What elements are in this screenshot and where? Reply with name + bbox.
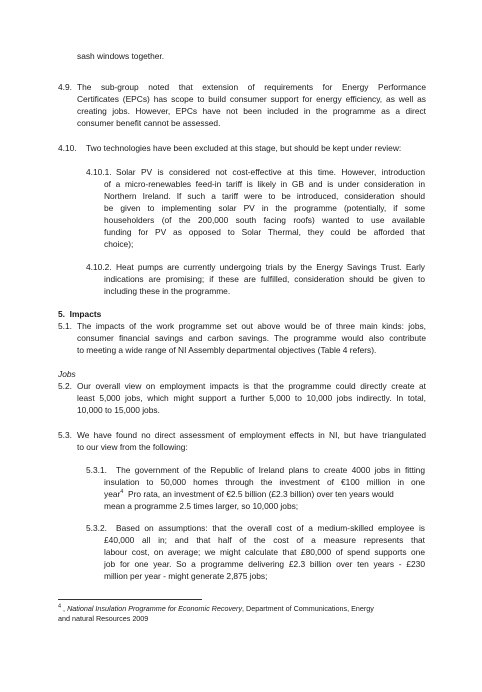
paragraph-number-5-1: 5.1.: [58, 321, 72, 331]
text-line: insulation to 50,000 homes through the investment of €100 million in one: [104, 477, 425, 487]
text-line: The government of the Republic of Ireland plans to create 4000 jobs in fitting: [116, 465, 425, 475]
paragraph-number-5-2: 5.2.: [58, 381, 72, 391]
footnote-mark: 4: [58, 603, 62, 610]
paragraph-number-4-10-2: 4.10.2.: [86, 262, 112, 272]
text-line: labour cost, on average; we might calculate that £80,000 of spend supports one: [104, 547, 425, 557]
section-title: Impacts: [69, 309, 102, 319]
text-line: to meeting a wide range of NI Assembly departmental objectives (Table 4 refers).: [77, 345, 377, 355]
text-line: Based on assumptions: that the overall cost of a medium-skilled employee is: [116, 523, 425, 533]
text-fragment: Pro rata, an investment of €2.5 billion (£2.3 billion) over ten years would: [128, 489, 394, 499]
text-line: £40,000 all in; and that half of the cost of a measure represents that: [104, 535, 425, 545]
text-line: funding for PV as opposed to Solar Thermal, they could be afforded that: [104, 227, 425, 237]
footnote-rest: , Department of Communications, Energy: [242, 604, 374, 613]
text-line: Heat pumps are currently undergoing trials by the Energy Savings Trust. Early: [116, 262, 425, 272]
paragraph-number-5-3: 5.3.: [58, 430, 72, 440]
paragraph-number-4-10: 4.10.: [58, 143, 77, 153]
paragraph-number-4-10-1: 4.10.1.: [86, 167, 112, 177]
text-line: least 5,000 jobs, which might support a further 5,000 to 10,000 jobs indirectly. In total,: [77, 393, 426, 403]
text-line: job for one year. So a programme delivering £2.3 billion over ten years - £230: [104, 559, 425, 569]
text-line: We have found no direct assessment of employment effects in NI, but have triangulated: [77, 430, 426, 440]
section-number: 5.: [58, 309, 65, 319]
footnote-title: National Insulation Programme for Economic Recovery: [67, 604, 243, 613]
text-line: Certificates (EPCs) has scope to build consumer support for energy efficiency, as well as: [77, 94, 426, 104]
footnote-line-2: and natural Resources 2009: [58, 614, 149, 623]
text-line: The impacts of the work programme set out above would be of three main kinds: jobs,: [77, 321, 426, 331]
text-line: be given to implementing solar PV in the programme (potentially, if some: [104, 203, 425, 213]
text-line: Northern Ireland. If such a tariff were to be introduced, consideration should: [104, 191, 425, 201]
paragraph-4-10: Two technologies have been excluded at this stage, but should be kept under review:: [86, 143, 402, 153]
text-line: of a micro-renewables feed-in tariff is likely in GB and is under consideration in: [104, 179, 425, 189]
text-line: indications are promising; if these are fulfilled, consideration should be given to: [104, 274, 425, 284]
text-line: householders (of the 200,000 south facing roofs) wanted to use available: [104, 215, 425, 225]
text-line: including these in the programme.: [104, 286, 231, 296]
text-line: creating jobs. However, EPCs have not been included in the programme as a direct: [77, 106, 426, 116]
text-line: 10,000 to 15,000 jobs.: [77, 405, 160, 415]
footnote-reference[interactable]: 4: [120, 489, 124, 496]
text-line: The sub-group noted that extension of requirements for Energy Performance: [77, 82, 426, 92]
continuation-text: sash windows together.: [77, 51, 165, 61]
section-heading-5: [58, 308, 101, 320]
text-line: million per year - might generate 2,875 jobs;: [104, 571, 268, 581]
text-line: [104, 488, 394, 500]
text-line: choice);: [104, 239, 134, 249]
text-line: Our overall view on employment impacts is that the programme could directly create at: [77, 381, 426, 391]
subheading-jobs: Jobs: [58, 369, 76, 379]
footnote-divider: [58, 599, 202, 600]
paragraph-number-5-3-2: 5.3.2.: [86, 523, 107, 533]
text-line: to our view from the following:: [77, 442, 188, 452]
text-fragment: year: [104, 489, 121, 499]
paragraph-number-5-3-1: 5.3.1.: [86, 465, 107, 475]
text-line: consumer benefit cannot be assessed.: [77, 118, 221, 128]
footnote: $^4$ , National Insulation Programme for Economic Recovery, Department of Communications, Energy: [58, 603, 374, 613]
text-line: consumer financial savings and carbon savings. The programme would also contribute: [77, 333, 426, 343]
text-line: Solar PV is considered not cost-effective at this time. However, introduction: [116, 167, 425, 177]
text-line: mean a programme 2.5 times larger, so 10,000 jobs;: [104, 501, 299, 511]
paragraph-number-4-9: 4.9.: [58, 82, 72, 92]
